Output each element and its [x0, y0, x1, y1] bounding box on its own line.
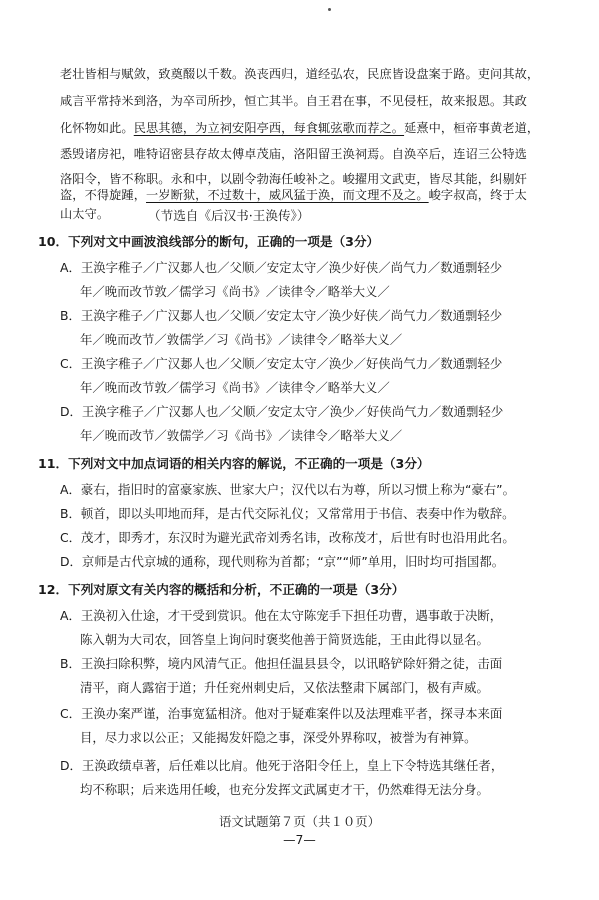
- q10-stem: 10．下列对文中画波浪线部分的断句，正确的一项是（3分）: [38, 234, 380, 249]
- footer-title: 语文试题第７页（共１０页）: [218, 814, 381, 829]
- q10-option-b-line1: B．王涣字稚子／广汉郪人也／父顺／安定太守／涣少好侠／尚气力／数通剽轻少: [60, 308, 503, 323]
- q10-option-b-line2: 年／晚而改节／敦儒学／习《尚书》／读律令／略举大义／: [80, 332, 403, 347]
- scan-speck: [328, 8, 331, 11]
- passage-source: （节选自《后汉书·王涣传》）: [148, 208, 310, 223]
- q11-option-a: A．豪右，指旧时的富豪家族、世家大户；汉代以右为尊，所以习惯上称为“豪右”。: [60, 482, 515, 497]
- q10-option-d-line2: 年／晚而改节／敦儒学／习《尚书》／读律令／略举大义／: [80, 428, 403, 443]
- q10-option-c-line2: 年／晚而改节敦／儒学习《尚书》／读律令／略举大义／: [80, 380, 390, 395]
- q12-option-c-line1: C．王涣办案严谨，治事宽猛相济。他对于疑难案件以及法理难平者，探寻本来面: [60, 706, 503, 721]
- q10-option-a-line2: 年／晚而改节敦／儒学习《尚书》／读律令／略举大义／: [80, 284, 390, 299]
- passage-line-2: 咸言平常持米到洛，为卒司所抄，恒亡其半。自王君在事，不见侵枉，故来报恩。其政: [60, 94, 527, 108]
- passage-line-3c: 延熹中，桓帝事黄老道，: [404, 121, 540, 135]
- passage-underlined-2: 一岁断狱，不过数十，威风猛于涣，而文理不及之。: [146, 188, 429, 202]
- q11-option-b: B．顿首，即以头叩地而拜，是古代交际礼仪；又常常用于书信、表奏中作为敬辞。: [60, 506, 515, 521]
- q11-option-d: D．京师是古代京城的通称，现代则称为首都；“京”“师”单用，旧时均可指国都。: [60, 554, 505, 569]
- passage-line-3a: 化怀物如此。: [60, 121, 134, 135]
- q10-option-a-line1: A．王涣字稚子／广汉郪人也／父顺／安定太守／涣少好侠／尚气力／数通剽轻少: [60, 260, 503, 275]
- q10-option-c-line1: C．王涣字稚子／广汉郪人也／父顺／安定太守／涣少／好侠尚气力／数通剽轻少: [60, 356, 503, 371]
- footer-page-number: —7—: [283, 832, 316, 847]
- passage-line-7: 山太守。: [60, 207, 110, 221]
- q11-option-c: C．茂才，即秀才，东汉时为避光武帝刘秀名讳，改称茂才，后世有时也沿用此名。: [60, 530, 515, 545]
- passage-line-5: 洛阳令，皆不称职。永和中，以剧令勃海任峻补之。峻擢用文武吏，皆尽其能，纠剔奸: [60, 172, 527, 186]
- q12-option-a-line2: 陈入朝为大司农，回答皇上询问时褒奖他善于简贤选能，王由此得以显名。: [80, 632, 489, 647]
- q10-option-d-line1: D．王涣字稚子／广汉郪人也／父顺／安定太守／涣少／好侠尚气力／数通剽轻少: [60, 404, 504, 419]
- passage-line-4: 悉毁诸房祀，唯特诏密县存故太傅卓茂庙，洛阳留王涣祠焉。自涣卒后，连诏三公特选: [60, 147, 527, 161]
- q12-option-c-line2: 目，尽力求以公正；又能揭发奸隐之事，深受外界称叹，被誉为有神算。: [80, 730, 477, 745]
- passage-line-6c: 峻字叔高，终于太: [428, 188, 527, 202]
- q12-option-b-line2: 清平，商人露宿于道；升任兖州刺史后，又依法整肃下属部门，极有声威。: [80, 680, 489, 695]
- q12-option-a-line1: A．王涣初入仕途，才干受到赏识。他在太守陈宠手下担任功曹，遇事敢于决断，: [60, 608, 503, 623]
- q11-stem: 11．下列对文中加点词语的相关内容的解说，不正确的一项是（3分）: [38, 456, 430, 471]
- passage-line-1: 老壮皆相与赋敛，致奠醊以千数。涣丧西归，道经弘农，民庶皆设盘案于路。吏问其故，: [60, 67, 540, 81]
- passage-underlined-1: 民思其德，为立祠安阳亭西，每食辄弦歌而荐之。: [133, 121, 405, 135]
- passage-line-6a: 盗，不得旋踵，: [60, 188, 147, 202]
- q12-option-d-line1: D．王涣政绩卓著，后任难以比肩。他死于洛阳令任上，皇上下令特选其继任者，: [60, 758, 504, 773]
- q12-stem: 12．下列对原文有关内容的概括和分析，不正确的一项是（3分）: [38, 582, 405, 597]
- q12-option-d-line2: 均不称职；后来选用任峻，也充分发挥文武属吏才干，仍然难得无法分身。: [80, 782, 489, 797]
- passage-line-3: [60, 117, 550, 139]
- q12-option-b-line1: B．王涣扫除积弊，境内风清气正。他担任温县县令，以讯略铲除奸猾之徒，击面: [60, 656, 503, 671]
